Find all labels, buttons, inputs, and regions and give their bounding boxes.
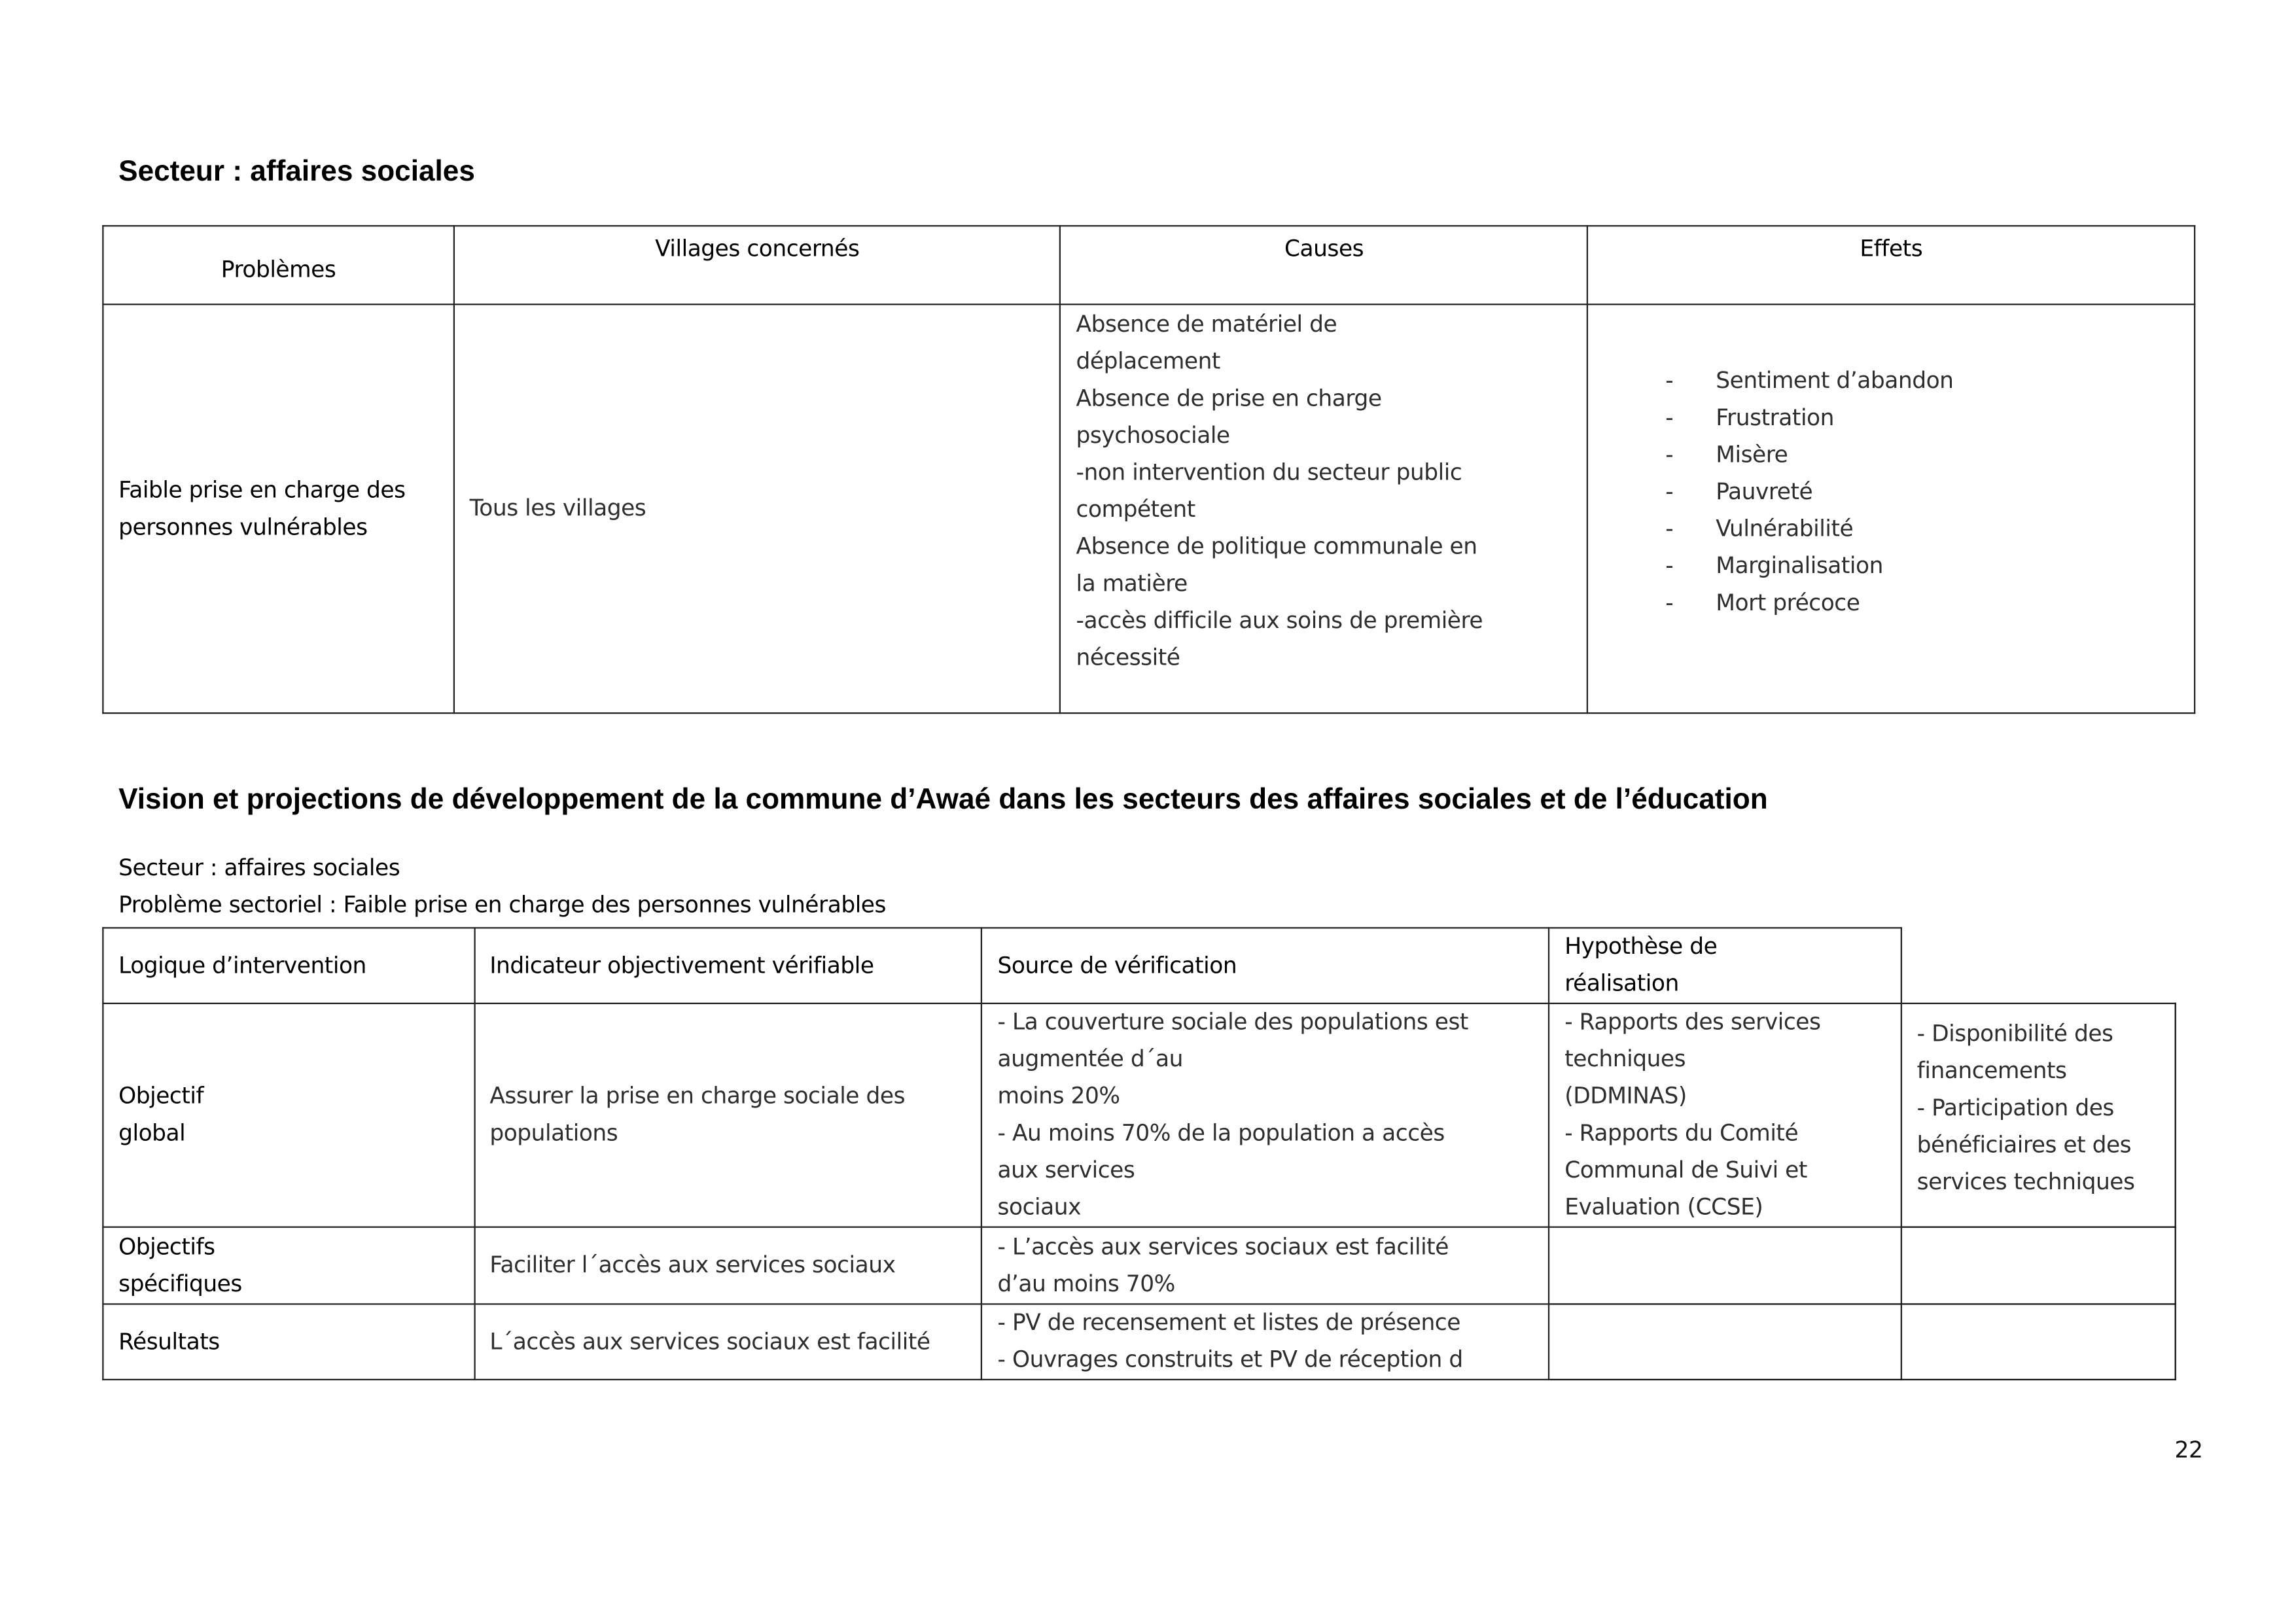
effect-item: - Marginalisation — [1603, 548, 2179, 585]
cause-line: -accès difficile aux soins de première — [1076, 607, 1483, 634]
villages-text: Tous les villages — [469, 495, 646, 521]
effects-cell — [1587, 304, 2195, 713]
logframe-row-results — [103, 1304, 2175, 1379]
indicator-line: - L’accès aux services sociaux est facilité — [997, 1232, 1449, 1260]
indicator-line: augmentée d´au — [997, 1045, 1183, 1073]
row-results-indicator — [982, 1304, 1549, 1379]
hypothesis-line: bénéficiaires et des — [1916, 1130, 2132, 1158]
row-global-indicator — [982, 1003, 1549, 1227]
row-specific-indicator — [982, 1227, 1549, 1304]
hypothesis-line: financements — [1916, 1056, 2067, 1084]
cause-line: psychosociale — [1076, 422, 1230, 449]
header-source-label: Source de vérification — [997, 951, 1237, 979]
section1-title: Secteur : affaires sociales — [118, 155, 475, 188]
header-effects — [1587, 226, 2195, 304]
row-results-intervention-text: L´accès aux services sociaux est facilité — [489, 1327, 930, 1355]
header-hypothesis-line2: réalisation — [1564, 969, 1679, 997]
header-indicator-label: Indicateur objectivement vérifiable — [489, 951, 874, 979]
problem-text-line1: Faible prise en charge des — [118, 476, 406, 503]
row-results-label — [103, 1304, 474, 1379]
hypothesis-line: - Disponibilité des — [1916, 1019, 2113, 1047]
indicator-line: sociaux — [997, 1193, 1081, 1221]
header-logic-label: Logique d’intervention — [118, 951, 366, 979]
row-global-intervention-line1: Assurer la prise en charge sociale des — [489, 1082, 906, 1109]
row-specific-hypothesis-empty — [1901, 1227, 2176, 1304]
header-causes-label: Causes — [1284, 235, 1364, 262]
effect-item: - Vulnérabilité — [1603, 511, 2179, 548]
cause-line: -non intervention du secteur public — [1076, 459, 1462, 486]
header-hypothesis-line1: Hypothèse de — [1564, 933, 1718, 960]
row-global-hypothesis — [1901, 1003, 2176, 1227]
effects-list — [1603, 363, 2179, 622]
problem-text-line2: personnes vulnérables — [118, 513, 368, 540]
effect-item: - Frustration — [1603, 400, 2179, 437]
cause-line: nécessité — [1076, 644, 1180, 671]
sector-problem-label: Problème sectoriel : Faible prise en charge des personnes vulnérables — [118, 891, 886, 918]
header-empty-corner — [1901, 928, 2176, 1003]
row-specific-label-line2: spécifiques — [118, 1270, 242, 1297]
row-global-source — [1549, 1003, 1901, 1227]
header-problems-label: Problèmes — [221, 255, 336, 283]
effect-item: - Misère — [1603, 437, 2179, 474]
section2-title: Vision et projections de développement de la commune d’Awaé dans les secteurs des affaires sociales et de l’éducation — [118, 783, 1768, 816]
header-villages-label: Villages concernés — [655, 235, 860, 262]
row-results-source-empty — [1549, 1304, 1901, 1379]
logframe-row-specific — [103, 1227, 2175, 1304]
row-specific-intervention — [474, 1227, 982, 1304]
header-indicator — [474, 928, 982, 1003]
header-hypothesis — [1549, 928, 1901, 1003]
sector-label: Secteur : affaires sociales — [118, 854, 400, 882]
logframe-header-row — [103, 928, 2175, 1003]
indicator-line: - PV de recensement et listes de présence — [997, 1309, 1460, 1336]
header-causes — [1061, 226, 1588, 304]
header-logic — [103, 928, 474, 1003]
header-effects-label: Effets — [1860, 235, 1923, 262]
row-global-label-line2: global — [118, 1119, 186, 1147]
source-line: - Rapports des services — [1564, 1008, 1821, 1036]
indicator-line: d’au moins 70% — [997, 1270, 1175, 1297]
row-global-intervention-line2: populations — [489, 1119, 618, 1147]
problems-table-header-row — [103, 226, 2195, 304]
effect-item: - Mort précoce — [1603, 585, 2179, 622]
causes-cell — [1061, 304, 1588, 713]
source-line: techniques — [1564, 1045, 1686, 1073]
logframe-row-global — [103, 1003, 2175, 1227]
problems-table-row — [103, 304, 2195, 713]
row-specific-source-empty — [1549, 1227, 1901, 1304]
hypothesis-line: services techniques — [1916, 1168, 2135, 1195]
indicator-line: - Ouvrages construits et PV de réception d — [997, 1346, 1463, 1373]
problems-table — [102, 225, 2195, 714]
indicator-line: aux services — [997, 1157, 1135, 1183]
source-line: Evaluation (CCSE) — [1564, 1193, 1763, 1221]
cause-line: la matière — [1076, 570, 1188, 597]
page-number: 22 — [2174, 1437, 2203, 1463]
row-global-intervention — [474, 1003, 982, 1227]
indicator-line: moins 20% — [997, 1082, 1120, 1109]
indicator-line: - Au moins 70% de la population a accès — [997, 1119, 1445, 1147]
source-line: Communal de Suivi et — [1564, 1157, 1807, 1183]
problem-cell — [103, 304, 453, 713]
header-problems — [103, 226, 453, 304]
source-line: (DDMINAS) — [1564, 1082, 1687, 1109]
row-results-label-text: Résultats — [118, 1327, 220, 1355]
cause-line: déplacement — [1076, 348, 1220, 375]
row-specific-label — [103, 1227, 474, 1304]
row-global-label — [103, 1003, 474, 1227]
row-specific-intervention-text: Faciliter l´accès aux services sociaux — [489, 1251, 896, 1278]
effect-item: - Pauvreté — [1603, 474, 2179, 511]
row-specific-label-line1: Objectifs — [118, 1232, 215, 1260]
cause-line: compétent — [1076, 496, 1195, 523]
row-results-hypothesis-empty — [1901, 1304, 2176, 1379]
header-source — [982, 928, 1549, 1003]
cause-line: Absence de prise en charge — [1076, 385, 1382, 412]
cause-line: Absence de matériel de — [1076, 311, 1337, 338]
villages-cell — [454, 304, 1061, 713]
logframe-table — [102, 927, 2176, 1380]
row-results-intervention — [474, 1304, 982, 1379]
cause-line: Absence de politique communale en — [1076, 533, 1477, 560]
hypothesis-line: - Participation des — [1916, 1093, 2114, 1121]
effect-item: - Sentiment d’abandon — [1603, 363, 2179, 400]
indicator-line: - La couverture sociale des populations est — [997, 1008, 1468, 1036]
header-villages — [454, 226, 1061, 304]
source-line: - Rapports du Comité — [1564, 1119, 1799, 1147]
row-global-label-line1: Objectif — [118, 1082, 204, 1109]
